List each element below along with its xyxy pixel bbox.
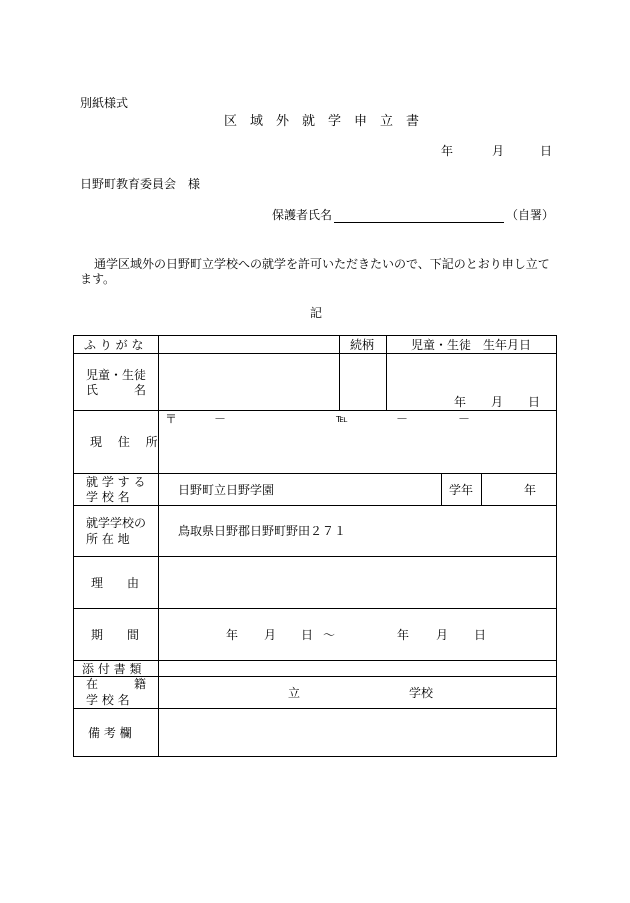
grade-suffix: 年 [524,483,537,497]
furigana-label: ふ り が な [84,338,144,352]
attachments-label: 添 付 書 類 [82,662,142,676]
period-end-year: 年 [397,628,410,642]
period-label: 期 間 [91,628,140,642]
school-label-2: 学 校 名 [86,490,130,504]
furigana-field[interactable] [162,337,336,352]
school-address-value: 鳥取県日野郡日野町野田２７１ [178,524,347,538]
period-end-day: 日 [474,628,487,642]
birth-month: 月 [491,395,504,409]
guardian-name-line [272,206,554,223]
relationship-label: 続柄 [350,338,375,352]
guardian-name-blank[interactable] [334,210,504,223]
school-name-value: 日野町立日野学園 [178,483,275,497]
period-start-month: 月 [264,628,277,642]
application-form-table [73,335,557,757]
reason-field[interactable] [162,560,552,606]
relationship-field[interactable] [342,356,384,408]
tel-icon: ℡ [336,412,348,425]
birth-year: 年 [454,395,467,409]
attachments-field[interactable] [162,662,552,675]
student-name-field[interactable] [162,356,336,408]
reason-label: 理 由 [91,576,140,590]
student-name-label-2: 氏 名 [86,383,147,397]
grade-label: 学年 [449,483,474,497]
signature-note: （自署） [506,208,555,222]
enrolled-ritsu: 立 [288,686,301,700]
body-text-line1: 通学区域外の日野町立学校への就学を許可いただきたいので、下記のとおり申し立て [94,257,550,271]
postal-dash: － [214,412,227,426]
enrolled-gakko: 学校 [409,686,434,700]
enrolled-label-1: 在 籍 [86,677,147,691]
guardian-name-label: 保護者氏名 [272,208,333,222]
date-month: 月 [492,144,505,158]
student-name-label-1: 児童・生徒 [86,368,147,382]
remarks-field[interactable] [162,712,552,754]
remarks-label: 備 考 欄 [88,726,132,740]
period-tilde: ～ [323,628,336,642]
address-label: 現 住 所 [90,435,164,449]
body-text-line2: ます。 [80,272,116,286]
addressee: 日野町教育委員会 様 [80,177,201,191]
school-label-1: 就 学 す る [86,475,146,489]
period-start-year: 年 [226,628,239,642]
document-title: 区 域 外 就 学 申 立 書 [224,114,420,129]
location-label-1: 就学学校の [86,516,147,530]
date-year: 年 [441,144,454,158]
location-label-2: 所 在 地 [86,532,130,546]
tel-dash-2: － [458,412,471,426]
enrolled-label-2: 学 校 名 [86,693,130,707]
period-end-month: 月 [436,628,449,642]
annex-label: 別紙様式 [80,96,129,110]
postal-mark: 〒 [165,412,178,426]
date-day: 日 [540,144,553,158]
birth-day: 日 [528,395,541,409]
tel-dash-1: － [396,412,409,426]
ki-heading: 記 [310,306,323,320]
birthdate-label: 児童・生徒 生年月日 [411,338,532,352]
period-start-day: 日 [301,628,314,642]
